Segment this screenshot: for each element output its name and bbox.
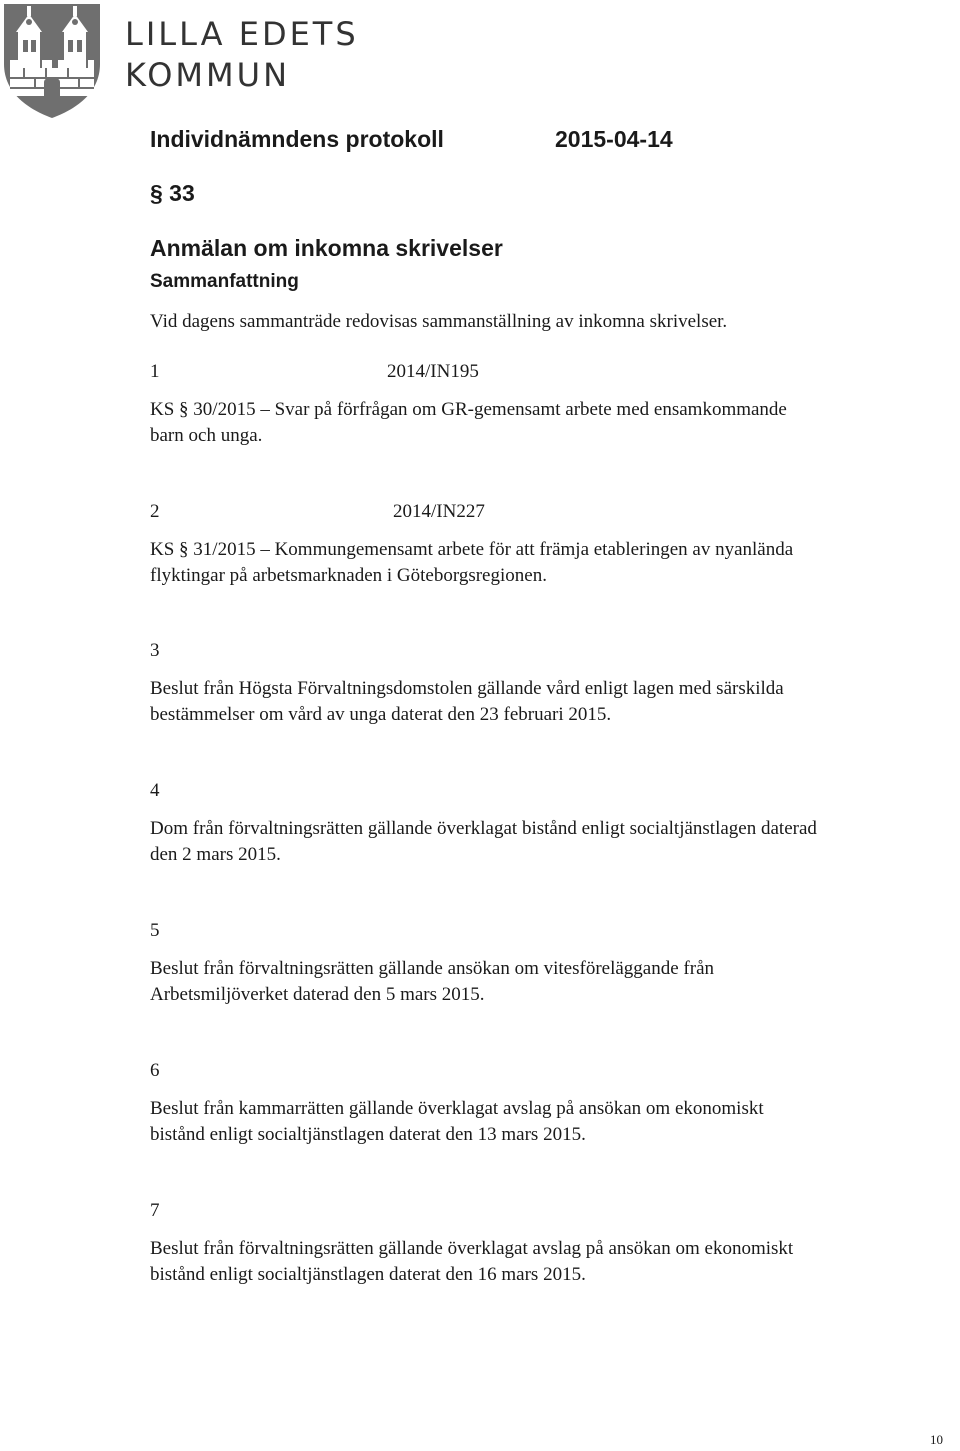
municipality-logo-wordmark [125, 14, 359, 96]
item-line: barn och unga. [150, 425, 263, 446]
protocol-title: Individnämndens protokoll [150, 126, 444, 152]
page-number: 10 [930, 1432, 943, 1447]
item-line: KS § 30/2015 – Svar på förfrågan om GR-gemensamt arbete med ensamkommande [150, 399, 787, 420]
logo-line-1: LILLA EDETS [125, 15, 359, 53]
item-body [150, 676, 955, 728]
item-line: Beslut från kammarrätten gällande överklagat avslag på ansökan om ekonomiskt [150, 1098, 764, 1119]
summary-text: Vid dagens sammanträde redovisas sammanställning av inkomna skrivelser. [150, 311, 728, 332]
logo-line-2: KOMMUN [125, 56, 290, 94]
item-reference: 2014/IN227 [393, 501, 485, 522]
item-number: 5 [150, 920, 160, 941]
item-number: 2 [150, 501, 160, 522]
item-body [150, 397, 955, 449]
item-line: bistånd enligt socialtjänstlagen daterat den 16 mars 2015. [150, 1264, 586, 1285]
item-line: bistånd enligt socialtjänstlagen daterat den 13 mars 2015. [150, 1124, 586, 1145]
list-item [150, 1200, 955, 1288]
list-item [150, 1060, 955, 1148]
item-body [150, 537, 955, 589]
item-body [150, 956, 955, 1008]
list-item [150, 920, 955, 1008]
item-line: bestämmelser om vård av unga daterat den 23 februari 2015. [150, 704, 612, 725]
item-line: KS § 31/2015 – Kommungemensamt arbete för att främja etableringen av nyanlända [150, 539, 794, 560]
item-number: 7 [150, 1200, 160, 1221]
item-line: Dom från förvaltningsrätten gällande överklagat bistånd enligt socialtjänstlagen daterad [150, 818, 817, 839]
item-line: Beslut från förvaltningsrätten gällande ansökan om vitesföreläggande från [150, 958, 714, 979]
item-body [150, 1096, 955, 1148]
item-number: 4 [150, 780, 160, 801]
list-item [150, 501, 955, 589]
item-number: 6 [150, 1060, 160, 1081]
list-item [150, 361, 955, 449]
list-item [150, 780, 955, 868]
item-reference: 2014/IN195 [387, 361, 479, 382]
item-body [150, 816, 955, 868]
item-line: Arbetsmiljöverket daterad den 5 mars 2015. [150, 984, 485, 1005]
summary-heading: Sammanfattning [150, 271, 299, 292]
item-number: 1 [150, 361, 160, 382]
item-line: Beslut från förvaltningsrätten gällande överklagat avslag på ansökan om ekonomiskt [150, 1238, 794, 1259]
item-number: 3 [150, 640, 160, 661]
item-line: Beslut från Högsta Förvaltningsdomstolen gällande vård enligt lagen med särskilda [150, 678, 784, 699]
item-line: flyktingar på arbetsmarknaden i Göteborgsregionen. [150, 565, 547, 586]
section-number: § 33 [150, 180, 195, 206]
list-item [150, 640, 955, 728]
item-body [150, 1236, 955, 1288]
protocol-date: 2015-04-14 [555, 126, 673, 152]
municipal-coat-of-arms-icon [2, 2, 102, 120]
item-line: den 2 mars 2015. [150, 844, 281, 865]
section-title: Anmälan om inkomna skrivelser [150, 235, 503, 261]
